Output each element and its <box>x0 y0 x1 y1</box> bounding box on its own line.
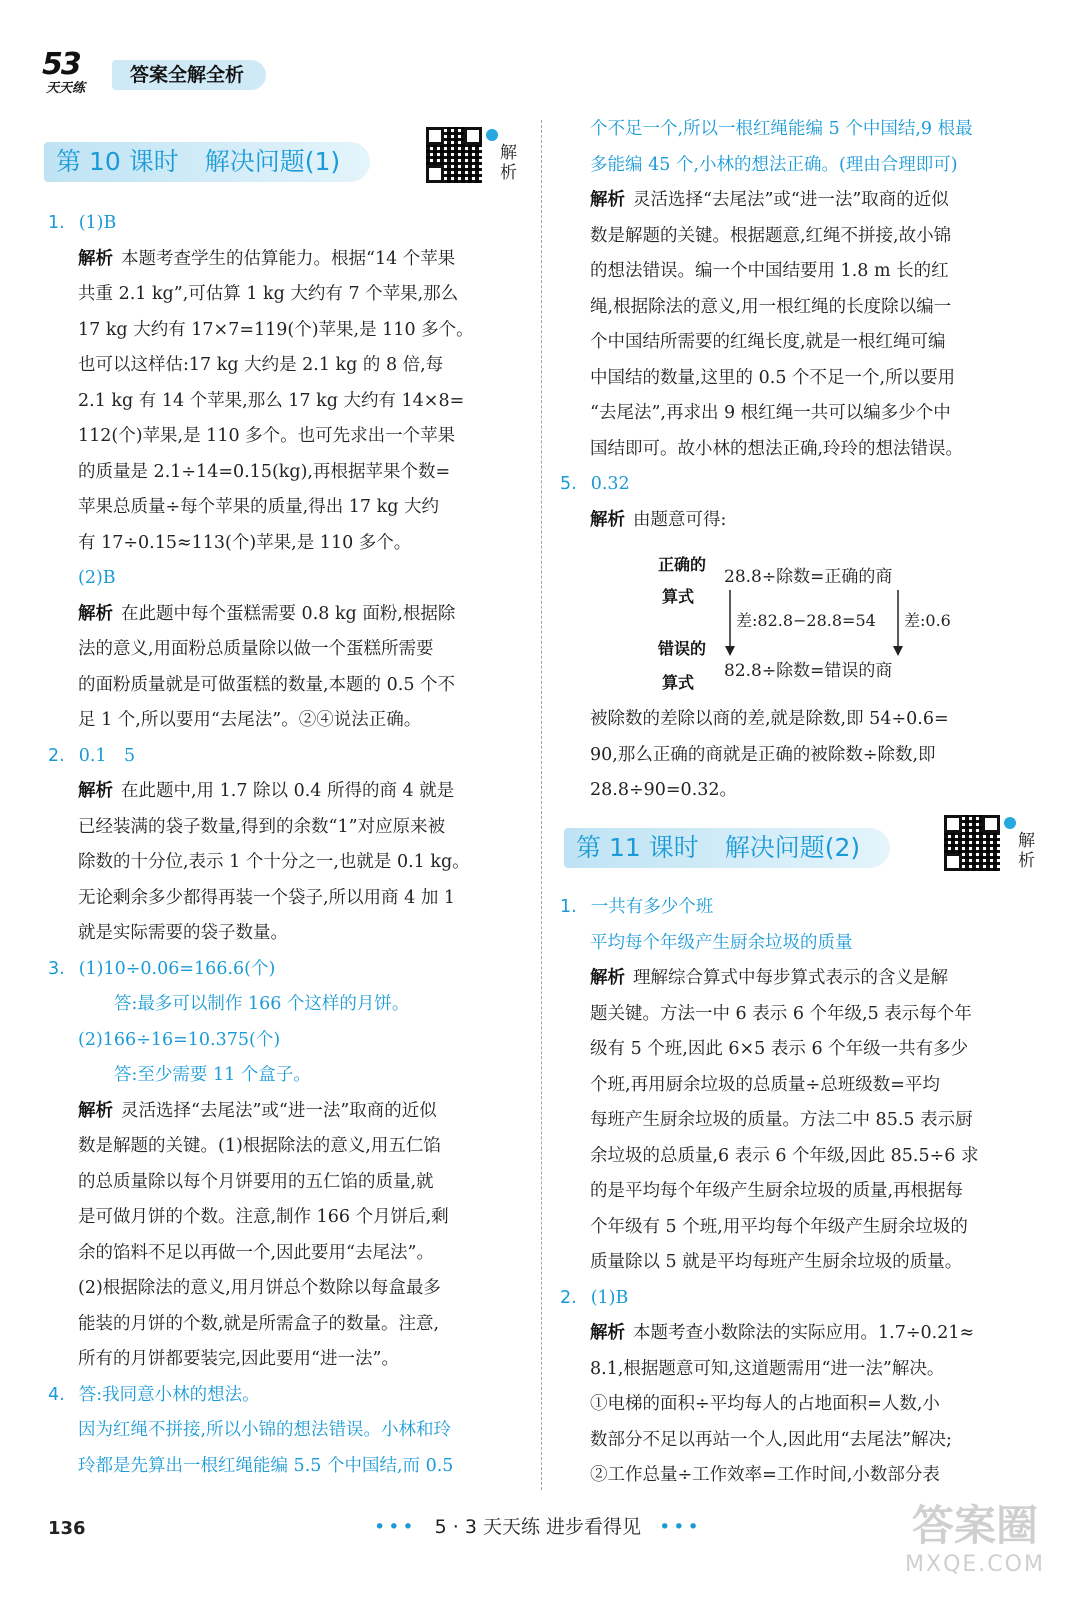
answer-line: 因为红绳不拼接,所以小锦的想法错误。小林和玲 <box>78 1420 452 1440</box>
text-line: 数是解题的关键。(1)根据除法的意义,用五仁馅 <box>78 1136 441 1156</box>
answer-item <box>48 1378 528 1414</box>
left-column <box>48 206 528 1484</box>
analysis-text: 在此题中,用 1.7 除以 0.4 所得的商 4 就是 <box>121 781 455 801</box>
text-line: 除数的十分位,表示 1 个十分之一,也就是 0.1 kg。 <box>78 852 470 872</box>
text-line: 余垃圾的总质量,6 表示 6 个年级,因此 85.5÷6 求 <box>590 1145 979 1166</box>
right-column-middle <box>560 702 1036 809</box>
analysis-text: 本题考查小数除法的实际应用。1.7÷0.21≈ <box>633 1323 975 1343</box>
play-icon <box>1004 817 1016 829</box>
item-number: 4. <box>48 1384 65 1405</box>
answer-sentence: 答:最多可以制作 166 个这样的月饼。 <box>114 994 410 1014</box>
text-line: 17 kg 大约有 17×7=119(个)苹果,是 110 多个。 <box>78 319 474 340</box>
text-line: 质量除以 5 就是平均每班产生厨余垃圾的质量。 <box>590 1252 963 1272</box>
diagram-label-wrong-a: 错误的 <box>658 639 707 658</box>
text-line: 28.8÷90=0.32。 <box>590 780 738 800</box>
lesson-10-topic: 解决问题(1) <box>204 147 341 176</box>
analysis-label: 解析 <box>590 190 625 210</box>
brand-logo-sub: 天天练 <box>46 81 86 96</box>
text-line: 90,那么正确的商就是正确的被除数÷除数,即 <box>590 744 936 765</box>
header-tag: 答案全解全析 <box>112 60 266 90</box>
page-number: 136 <box>48 1518 86 1539</box>
answer-item <box>560 467 1036 503</box>
answer-text: (1)B <box>78 213 117 233</box>
text-line: 的想法错误。编一个中国结要用 1.8 m 长的红 <box>590 261 949 281</box>
footer-dots-left: ••• <box>374 1516 417 1538</box>
diagram-label-correct-a: 正确的 <box>658 555 707 574</box>
text-line: ①电梯的面积÷平均每人的占地面积=人数,小 <box>590 1394 940 1414</box>
text-line: 余的馅料不足以再做一个,因此要用“去尾法”。 <box>78 1242 434 1263</box>
text-line: 能装的月饼的个数,就是所需盒子的数量。注意, <box>78 1313 440 1334</box>
text-line: 法的意义,用面粉总质量除以做一个蛋糕所需要 <box>78 639 434 659</box>
play-icon <box>486 129 498 141</box>
item-number: 2. <box>560 1287 577 1308</box>
text-line: 的总质量除以每个月饼要用的五仁馅的质量,就 <box>78 1171 434 1192</box>
analysis-text: 在此题中每个蛋糕需要 0.8 kg 面粉,根据除 <box>121 603 456 624</box>
text-line: 2.1 kg 有 14 个苹果,那么 17 kg 大约有 14×8= <box>78 390 465 411</box>
watermark-main: 答案圈 <box>911 1501 1038 1550</box>
diagram-label-wrong-b: 算式 <box>662 673 695 692</box>
text-line: 共重 2.1 kg”,可估算 1 kg 大约有 7 个苹果,那么 <box>78 284 459 304</box>
analysis-line <box>560 1316 1040 1352</box>
diagram-arrowhead-right <box>893 646 903 656</box>
diagram-eq-wrong: 82.8÷除数=错误的商 <box>724 661 893 681</box>
lesson-11-topic: 解决问题(2) <box>724 833 861 862</box>
text-line: 112(个)苹果,是 110 多个。也可先求出一个苹果 <box>78 426 456 446</box>
text-line: 级有 5 个班,因此 6×5 表示 6 个年级一共有多少 <box>590 1039 969 1059</box>
footer-slogan <box>374 1512 702 1539</box>
answer-line: 个不足一个,所以一根红绳能编 5 个中国结,9 根最 <box>590 119 973 139</box>
qr-code-lesson-11[interactable] <box>944 815 1035 873</box>
answer-item <box>48 952 528 988</box>
text-line: 的面粉质量就是可做蛋糕的数量,本题的 0.5 个不 <box>78 674 456 695</box>
text-line: 也可以这样估:17 kg 大约是 2.1 kg 的 8 倍,每 <box>78 355 444 375</box>
column-divider <box>541 120 542 1490</box>
analysis-text: 灵活选择“去尾法”或“进一法”取商的近似 <box>121 1100 437 1121</box>
lesson-11-title <box>564 828 890 868</box>
answer-item <box>48 739 528 775</box>
analysis-text: 灵活选择“去尾法”或“进一法”取商的近似 <box>633 190 949 210</box>
answer-text: (1)B <box>590 1287 629 1308</box>
text-line: 个年级有 5 个班,用平均每个年级产生厨余垃圾的 <box>590 1216 968 1237</box>
text-line: “去尾法”,再求出 9 根红绳一共可以编多少个中 <box>590 403 951 423</box>
answer-text: (1)10÷0.06=166.6(个) <box>78 958 276 979</box>
answer-line: 多能编 45 个,小林的想法正确。(理由合理即可) <box>590 154 958 175</box>
item-number: 2. <box>48 745 65 766</box>
text-line: 数是解题的关键。根据题意,红绳不拼接,故小锦 <box>590 225 952 246</box>
text-line: 有 17÷0.15≈113(个)苹果,是 110 多个。 <box>78 532 412 553</box>
analysis-line <box>48 1094 528 1130</box>
analysis-text: 本题考查学生的估算能力。根据“14 个苹果 <box>121 248 456 269</box>
analysis-label: 解析 <box>78 603 113 624</box>
text-line: 国结即可。故小林的想法正确,玲玲的想法错误。 <box>590 438 964 459</box>
diagram-eq-correct: 28.8÷除数=正确的商 <box>724 567 893 587</box>
item-number: 1. <box>48 213 65 233</box>
text-line: 就是实际需要的袋子数量。 <box>78 923 288 943</box>
text-line: 的质量是 2.1÷14=0.15(kg),再根据苹果个数= <box>78 461 451 482</box>
item-number: 3. <box>48 958 65 979</box>
right-column-bottom <box>560 890 1040 1494</box>
answer-text: 0.1 5 <box>78 745 136 766</box>
analysis-label: 解析 <box>78 1100 113 1121</box>
answer-text: 0.32 <box>590 474 630 494</box>
diagram-label-correct-b: 算式 <box>662 587 695 606</box>
text-line: 已经装满的袋子数量,得到的余数“1”对应原来被 <box>78 816 446 837</box>
answer-line: 平均每个年级产生厨余垃圾的质量 <box>590 932 853 953</box>
analysis-label: 解析 <box>78 781 113 801</box>
text-line: 题关键。方法一中 6 表示 6 个年级,5 表示每个年 <box>590 1003 972 1024</box>
lesson-11-number: 第 11 课时 <box>576 833 699 862</box>
brand-logo <box>42 48 104 98</box>
item-number: 1. <box>560 897 577 917</box>
footer-slogan-text: 5 · 3 天天练 进步看得见 <box>434 1516 642 1538</box>
qr-code-icon <box>426 127 482 183</box>
text-line: 被除数的差除以商的差,就是除数,即 54÷0.6= <box>590 709 949 729</box>
text-line: 8.1,根据题意可知,这道题需用“进一法”解决。 <box>590 1358 945 1379</box>
analysis-text: 由题意可得: <box>633 509 727 530</box>
analysis-label: 解析 <box>590 1323 625 1343</box>
text-line: 个班,再用厨余垃圾的总质量÷总班级数=平均 <box>590 1074 940 1095</box>
text-line: (2)根据除法的意义,用月饼总个数除以每盒最多 <box>78 1278 441 1298</box>
quotient-diagram <box>652 548 992 698</box>
right-column-top <box>560 112 1036 538</box>
analysis-line <box>560 503 1036 539</box>
qr-label: 解析 <box>1018 831 1035 871</box>
answer-text: 一共有多少个班 <box>590 897 714 917</box>
answer-item <box>560 1281 1040 1317</box>
answer-sentence: 答:至少需要 11 个盒子。 <box>114 1065 311 1085</box>
analysis-text: 理解综合算式中每步算式表示的含义是解 <box>633 968 948 988</box>
answer-item <box>48 206 528 242</box>
text-line: 的是平均每个年级产生厨余垃圾的质量,再根据每 <box>590 1181 964 1201</box>
text-line: 个中国结所需要的红绳长度,就是一根红绳可编 <box>590 332 946 352</box>
diagram-diff-right: 差:0.6 <box>904 611 951 630</box>
lesson-10-number: 第 10 课时 <box>56 147 179 176</box>
text-line: 苹果总质量÷每个苹果的质量,得出 17 kg 大约 <box>78 497 439 517</box>
footer-dots-right: ••• <box>659 1516 702 1538</box>
text-line: 每班产生厨余垃圾的质量。方法二中 85.5 表示厨 <box>590 1110 973 1130</box>
qr-code-lesson-10[interactable] <box>426 127 517 185</box>
item-number: 5. <box>560 474 577 494</box>
answer-text: 答:我同意小林的想法。 <box>78 1384 260 1405</box>
analysis-line <box>48 242 528 278</box>
answer-line: (2)B <box>78 568 116 588</box>
watermark <box>880 1500 1070 1590</box>
text-line: 无论剩余多少都得再装一个袋子,所以用商 4 加 1 <box>78 887 456 908</box>
qr-code-icon <box>944 815 1000 871</box>
text-line: 中国结的数量,这里的 0.5 个不足一个,所以要用 <box>590 367 956 388</box>
text-line: 数部分不足以再站一个人,因此用“去尾法”解决; <box>590 1429 952 1450</box>
text-line: 所有的月饼都要装完,因此要用“进一法”。 <box>78 1349 399 1369</box>
analysis-line <box>560 961 1040 997</box>
text-line: ②工作总量÷工作效率=工作时间,小数部分表 <box>590 1465 940 1485</box>
watermark-sub: MXQE.COM <box>905 1552 1045 1577</box>
analysis-label: 解析 <box>590 509 625 530</box>
analysis-line <box>48 774 528 810</box>
answer-line: (2)166÷16=10.375(个) <box>78 1029 281 1050</box>
diagram-diff-left: 差:82.8−28.8=54 <box>736 611 876 630</box>
diagram-arrowhead-left <box>725 646 735 656</box>
analysis-line <box>48 597 528 633</box>
text-line: 绳,根据除法的意义,用一根红绳的长度除以编一 <box>590 296 952 317</box>
text-line: 足 1 个,所以要用“去尾法”。②④说法正确。 <box>78 710 422 730</box>
analysis-line <box>560 183 1036 219</box>
qr-label: 解析 <box>500 143 517 183</box>
answer-line: 玲都是先算出一根红绳能编 5.5 个中国结,而 0.5 <box>78 1455 454 1476</box>
analysis-label: 解析 <box>78 248 113 269</box>
brand-logo-number: 53 <box>42 47 80 82</box>
answer-item <box>560 890 1040 926</box>
text-line: 是可做月饼的个数。注意,制作 166 个月饼后,剩 <box>78 1207 449 1227</box>
lesson-10-title <box>44 142 370 182</box>
analysis-label: 解析 <box>590 968 625 988</box>
